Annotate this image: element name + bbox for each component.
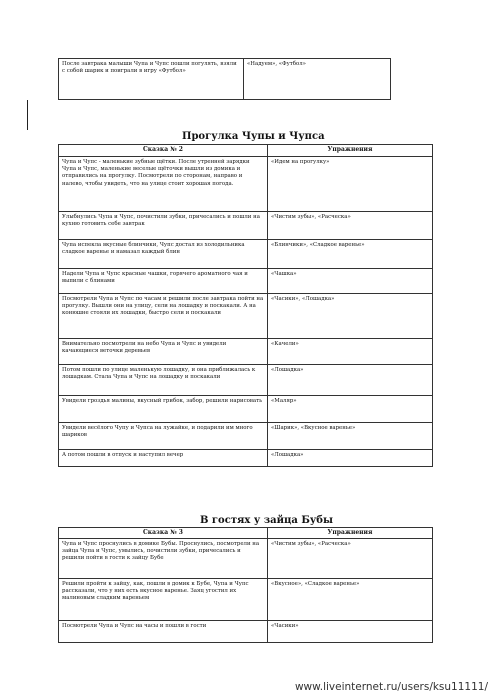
table-row: [59, 339, 433, 365]
top-table: [58, 58, 391, 100]
table-header-row: [59, 528, 433, 539]
story-cell: Увидели гроздья малины, вкусный грибок, забор, решили нарисовать: [59, 396, 268, 423]
table-header-row: [59, 145, 433, 157]
column-header-tale: Сказка № 2: [59, 145, 268, 157]
story-cell: Увидели весёлого Чупу и Чупса на лужайке, и подарили им много шариков: [59, 423, 268, 450]
story-cell: Чупа и Чупс - маленькие зубные щётки. После утренней зарядки Чупа и Чупс, маленькие веселые щёточки вышли из домика и отправились на прогулку. Посмотрели по сторонам, направо и налево, чтобы увидеть, что на улице стоит хорошая погода.: [59, 157, 268, 212]
story-cell: После завтрака малыши Чупа и Чупс пошли погулять, взяли с собой шарик и поиграли в игру «Футбол»: [59, 59, 244, 100]
exercise-cell: «Идем на прогулку»: [268, 157, 433, 212]
exercise-cell: «Надуем», «Футбол»: [244, 59, 391, 100]
exercise-cell: «Маляр»: [268, 396, 433, 423]
table-row: [59, 539, 433, 579]
margin-line: [27, 100, 28, 130]
exercise-cell: «Лошадка»: [268, 365, 433, 396]
exercise-cell: «Чистим зубы», «Расческа»: [268, 212, 433, 240]
table-row: [59, 212, 433, 240]
source-url-watermark: www.liveinternet.ru/users/ksu11111/: [294, 681, 488, 693]
story-cell: Чупа и Чупс проснулись в домике Бубы. Проснулись, посмотрели на зайца Чупа и Чупс, умылись, почистили зубки, причесались и решили пойти в гости к зайцу Бубе: [59, 539, 268, 579]
exercise-cell: «Лошадка»: [268, 450, 433, 467]
column-header-exercises: Упражнения: [268, 528, 433, 539]
story-cell: Улыбнулись Чупа и Чупс, почистили зубки, причесались и пошли на кухню готовить себе завтрак: [59, 212, 268, 240]
story-cell: Внимательно посмотрели на небо Чупа и Чупс и увидели качающиеся веточки деревьев: [59, 339, 268, 365]
section-title: Прогулка Чупы и Чупса: [182, 131, 325, 142]
story-cell: Решили пройти к зайцу, как, пошли в домик к Бубе, Чупа и Чупс рассказали, что у них есть вкусное варенье. Заяц угостил их малиновым сладким вареньем: [59, 579, 268, 621]
exercise-cell: «Вкусное», «Сладкое варенье»: [268, 579, 433, 621]
story-cell: Надели Чупа и Чупс красные чашки, горячего ароматного чая и выпили с блинами: [59, 269, 268, 294]
table-row: [59, 294, 433, 339]
table-row: [59, 450, 433, 467]
table-row: [59, 365, 433, 396]
story-cell: Посмотрели Чупа и Чупс по часам и решили после завтрака пойти на прогулку. Вышли они на улицу, сели на лошадку и поскакали. А на конюшне стояли их лошадки, быстро сели и поскакали: [59, 294, 268, 339]
column-header-exercises: Упражнения: [268, 145, 433, 157]
story-cell: Чупа испекла вкусные блинчики, Чупс достал из холодильника сладкое варенье и намазал каждый блин: [59, 240, 268, 269]
exercise-cell: «Чашка»: [268, 269, 433, 294]
section-title: В гостях у зайца Бубы: [200, 515, 333, 526]
table-row: [59, 579, 433, 621]
table-row: [59, 621, 433, 643]
exercise-cell: «Качели»: [268, 339, 433, 365]
exercise-cell: «Часики», «Лошадка»: [268, 294, 433, 339]
table-row: [59, 269, 433, 294]
table-row: [59, 157, 433, 212]
table-row: [59, 423, 433, 450]
story-cell: А потом пошли в отпуск и наступил вечер: [59, 450, 268, 467]
fairy-tale-table: [58, 144, 433, 467]
exercise-cell: «Часики»: [268, 621, 433, 643]
story-cell: Посмотрели Чупа и Чупс на часы и пошли в гости: [59, 621, 268, 643]
table-row: [59, 396, 433, 423]
exercise-cell: «Шарик», «Вкусное варенье»: [268, 423, 433, 450]
exercise-cell: «Блинчики», «Сладкое варенье»: [268, 240, 433, 269]
exercise-cell: «Чистим зубы», «Расческа»: [268, 539, 433, 579]
fairy-tale-table: [58, 527, 433, 643]
table-row: [59, 240, 433, 269]
table-row: [59, 59, 391, 100]
column-header-tale: Сказка № 3: [59, 528, 268, 539]
story-cell: Потом пошли по улице маленькую лошадку, и она приближалась к лошадкам. Стала Чупа и Чупс на лошадку и поскакали: [59, 365, 268, 396]
